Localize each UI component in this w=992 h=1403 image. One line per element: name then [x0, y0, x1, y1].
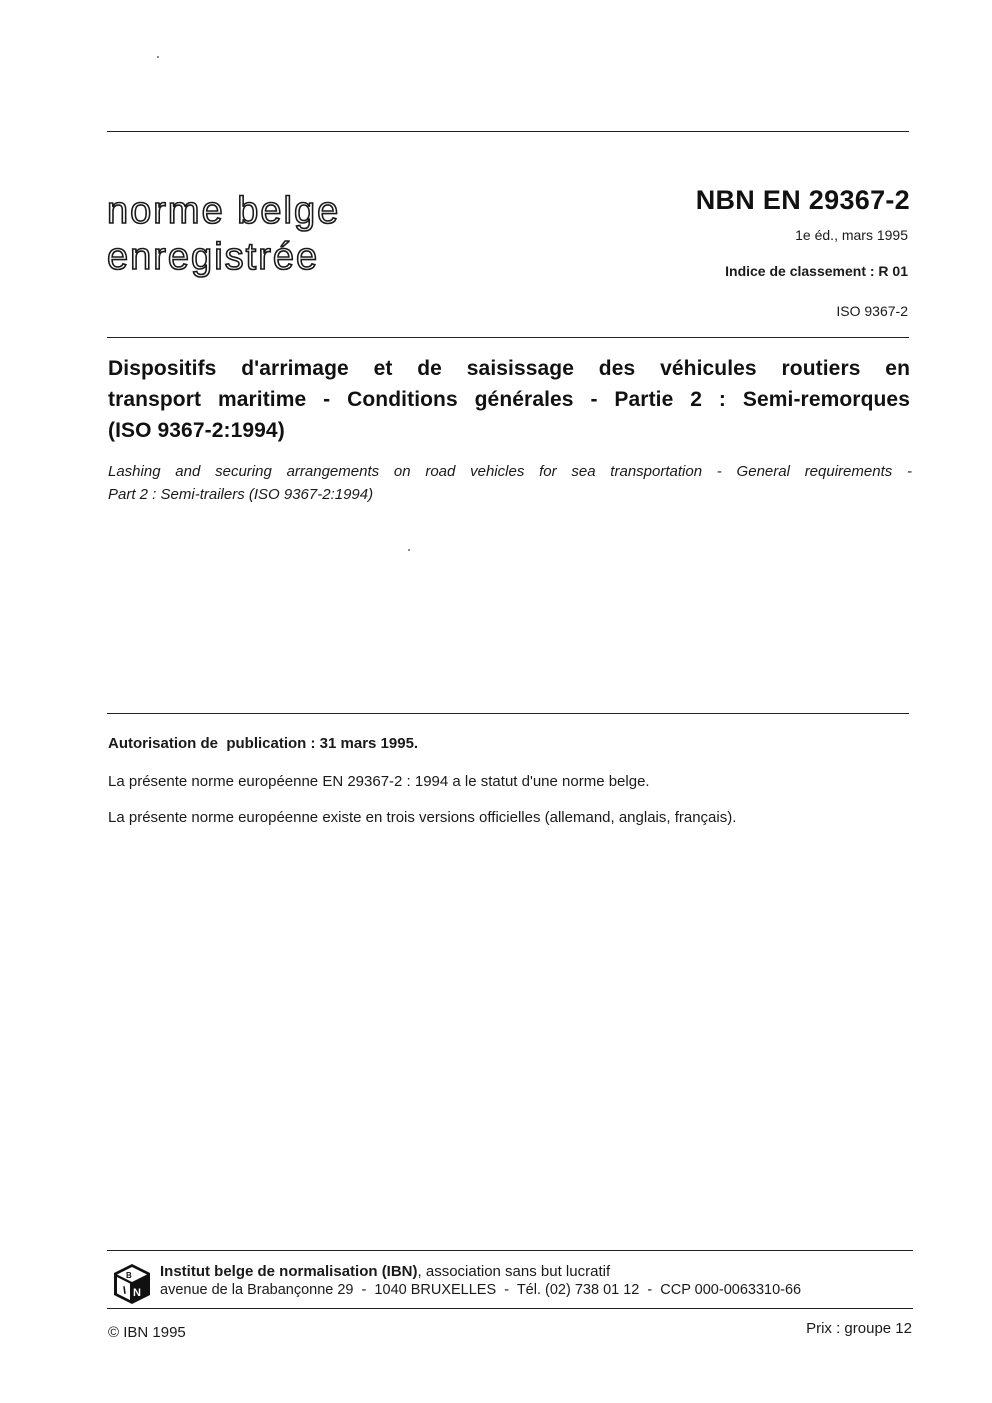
title-en-line-1: Lashing and securing arrangements on road vehicles for sea transportation - General requirements - [108, 463, 912, 480]
standard-code: NBN EN 29367-2 [695, 185, 910, 215]
copyright: © IBN 1995 [108, 1324, 186, 1341]
footer-bottom-rule [107, 1308, 913, 1309]
ibn-logo-icon [112, 1262, 152, 1306]
title-fr-line-2: transport maritime - Conditions générales - Partie 2 : Semi-remorques [108, 388, 910, 411]
svg-text:N: N [133, 1287, 141, 1299]
institute-description: , association sans but lucratif [417, 1263, 611, 1280]
title-rule [107, 337, 909, 338]
title-en-line-2: Part 2 : Semi-trailers (ISO 9367-2:1994) [108, 486, 374, 503]
institute-line [160, 1263, 610, 1280]
footer-rule [107, 1250, 913, 1251]
edition-text: 1e éd., mars 1995 [795, 227, 908, 243]
ibn-logo-text [152, 1262, 153, 1263]
price-group: Prix : groupe 12 [806, 1320, 912, 1337]
scan-speck [408, 549, 410, 551]
brand-line-2: enregistrée [107, 236, 320, 278]
document-title-en [108, 460, 912, 506]
document-title-fr [108, 353, 910, 446]
iso-reference: ISO 9367-2 [836, 303, 908, 319]
publication-rule [107, 713, 909, 714]
brand-line-1: norme belge [107, 190, 341, 232]
official-versions: La présente norme européenne existe en trois versions officielles (allemand, anglais, français). [108, 809, 737, 826]
svg-text:B: B [126, 1271, 132, 1280]
top-rule [107, 131, 909, 132]
scan-speck [157, 56, 159, 58]
classification-index: Indice de classement : R 01 [725, 263, 908, 279]
publication-authorisation: Autorisation de publication : 31 mars 1995. [108, 735, 419, 752]
ibn-logo [112, 1262, 152, 1306]
institute-address: avenue de la Brabançonne 29 - 1040 BRUXELLES - Tél. (02) 738 01 12 - CCP 000-0063310-66 [160, 1282, 802, 1298]
institute-name: Institut belge de normalisation (IBN) [160, 1263, 418, 1280]
norm-status: La présente norme européenne EN 29367-2 : 1994 a le statut d'une norme belge. [108, 773, 650, 790]
svg-text:I: I [122, 1284, 128, 1297]
title-fr-line-3: (ISO 9367-2:1994) [108, 419, 285, 442]
title-fr-line-1: Dispositifs d'arrimage et de saisissage des véhicules routiers en [108, 357, 910, 380]
brand-title [107, 188, 437, 280]
